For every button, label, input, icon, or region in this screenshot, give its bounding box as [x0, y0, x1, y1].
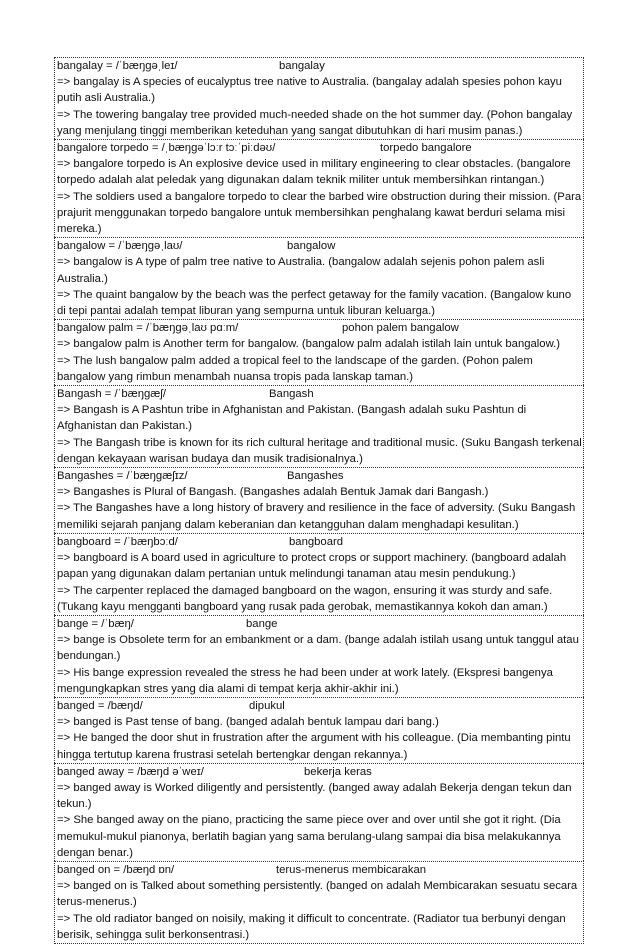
entry-header: [57, 238, 582, 254]
word-definition: => bangalow is A type of palm tree native to Australia. (bangalow adalah sejenis pohon palem asli Australia.): [57, 256, 545, 285]
word-translation: dipukul: [249, 699, 285, 712]
word-translation: bekerja keras: [304, 765, 372, 778]
entry-header: [57, 764, 582, 780]
word-definition: => Bangashes is Plural of Bangash. (Bangashes adalah Bentuk Jamak dari Bangash.): [57, 486, 489, 499]
word-definition: => banged on is Talked about something persistently. (banged on adalah Membicarakan sesuatu secara terus-menerus.): [57, 880, 578, 909]
entry: [54, 763, 584, 861]
word-example: => The quaint bangalow by the beach was the perfect getaway for the family vacation. (Bangalow kuno di tepi pantai adalah tempat liburan yang sempurna untuk liburan keluarga.): [57, 288, 572, 318]
entry: [54, 697, 584, 763]
word-pronunciation: bangalow palm = /ˈbæŋɡəˌlaʊ pɑːm/: [57, 322, 239, 335]
word-translation: bange: [246, 617, 278, 630]
word-pronunciation: bangalay = /ˈbæŋɡəˌleɪ/: [57, 60, 178, 72]
word-example: => The towering bangalay tree provided much-needed shade on the hot summer day. (Pohon bangalay yang menjulang tinggi memberikan keteduhan yang sangat dibutuhkan di hari musim panas.): [57, 108, 573, 137]
word-example: => The lush bangalow palm added a tropical feel to the landscape of the garden. (Pohon palem bangalow yang rimbun menambah nuansa tropis pada lanskap taman.): [57, 354, 533, 383]
entry: [54, 237, 584, 319]
entry-header: [57, 698, 582, 714]
entry: [54, 533, 584, 615]
word-definition: => bangalow palm is Another term for bangalow. (bangalow palm adalah istilah lain untuk bangalow.): [57, 338, 561, 351]
word-translation: terus-menerus membicarakan: [276, 863, 427, 876]
entry: [54, 467, 584, 533]
word-translation: Bangash: [269, 388, 314, 401]
word-example: => The soldiers used a bangalore torpedo to clear the barbed wire obstruction during their mission. (Para prajurit menggunakan torpedo bangalore untuk membersihkan penghalang kawat berduri selama misi mereka.): [57, 190, 582, 236]
word-pronunciation: bangalore torpedo = /ˌbæŋɡəˈlɔːr tɔːˈpiːdəʊ/: [57, 142, 276, 155]
word-translation: bangalay: [279, 60, 325, 72]
word-example: => His bange expression revealed the stress he had been under at work lately. (Ekspresi bangenya mengungkapkan stres yang dia alami di tempat kerja akhir-akhir ini.): [57, 666, 553, 695]
entry-header: [57, 386, 582, 402]
word-pronunciation: banged away = /bæŋd əˈweɪ/: [57, 765, 204, 778]
word-definition: => banged away is Worked diligently and persistently. (banged away adalah Bekerja dengan tekun dan tekun.): [57, 781, 572, 811]
word-definition: => bangalore torpedo is An explosive device used in military engineering to clear obstacles. (bangalore torpedo adalah alat peledak yang digunakan dalam teknik militer untuk membersihkan rintangan.): [57, 158, 571, 187]
word-definition: => Bangash is A Pashtun tribe in Afghanistan and Pakistan. (Bangash adalah suku Pashtun di Afghanistan dan Pakistan.): [57, 404, 527, 433]
entry-header: [57, 320, 582, 336]
entry: [54, 139, 584, 237]
word-example: => The carpenter replaced the damaged bangboard on the wagon, ensuring it was sturdy and safe. (Tukang kayu mengganti bangboard yang rusak pada gerobak, memastikannya kokoh dan aman.): [57, 584, 553, 613]
word-example: => She banged away on the piano, practicing the same piece over and over until she got it right. (Dia memukul-mukul pianonya, berlatih bagian yang sama berulang-ulang sampai dia bisa melakukannya dengan benar.): [57, 814, 561, 859]
entry: [54, 57, 584, 139]
dictionary-page: [54, 57, 584, 944]
word-pronunciation: bangboard = /ˈbæŋbɔːd/: [57, 535, 178, 548]
entry-header: [57, 534, 582, 550]
word-example: => He banged the door shut in frustration after the argument with his colleague. (Dia membanting pintu hingga tertutup karena frustrasi setelah bertengkar dengan rekannya.): [57, 732, 571, 761]
word-pronunciation: banged on = /bæŋd ɒn/: [57, 863, 175, 876]
word-pronunciation: banged = /bæŋd/: [57, 699, 143, 712]
word-translation: pohon palem bangalow: [342, 322, 459, 335]
word-translation: bangalow: [287, 240, 336, 253]
entry-header: [57, 468, 582, 484]
word-pronunciation: bangalow = /ˈbæŋɡəˌlaʊ/: [57, 240, 183, 253]
word-translation: Bangashes: [287, 470, 344, 483]
word-example: => The Bangashes have a long history of bravery and resilience in the face of adversity. (Suku Bangash memiliki sejarah panjang dalam keberanian dan ketangguhan dalam menghadapi kesulitan.): [57, 502, 576, 531]
entry: [54, 861, 584, 944]
word-translation: bangboard: [289, 535, 344, 548]
word-example: => The Bangash tribe is known for its rich cultural heritage and traditional music. (Suku Bangash terkenal dengan kekayaan warisan budaya dan musik tradisionalnya.): [57, 436, 582, 465]
entry-header: [57, 140, 582, 156]
word-translation: torpedo bangalore: [380, 142, 472, 155]
entry-header: [57, 616, 582, 632]
word-definition: => banged is Past tense of bang. (banged adalah bentuk lampau dari bang.): [57, 716, 439, 729]
word-definition: => bangboard is A board used in agriculture to protect crops or support machinery. (bangboard adalah papan yang digunakan dalam pertanian untuk melindungi tanaman atau mesin pendukung.): [57, 552, 567, 581]
entry-header: [57, 862, 582, 878]
word-pronunciation: bange = /ˈbæŋ/: [57, 617, 134, 630]
entry-header: [57, 58, 582, 74]
word-definition: => bangalay is A species of eucalyptus tree native to Australia. (bangalay adalah spesies pohon kayu putih asli Australia.): [57, 76, 562, 105]
entry: [54, 385, 584, 467]
word-pronunciation: Bangashes = /ˈbæŋɡæʃɪz/: [57, 470, 188, 483]
word-pronunciation: Bangash = /ˈbæŋɡæʃ/: [57, 388, 166, 401]
word-definition: => bange is Obsolete term for an embankment or a dam. (bange adalah istilah usang untuk tanggul atau bendungan.): [57, 634, 579, 663]
entry: [54, 319, 584, 385]
entry: [54, 615, 584, 697]
word-example: => The old radiator banged on noisily, making it difficult to concentrate. (Radiator tua berbunyi dengan berisik, sehingga sulit berkonsentrasi.): [57, 912, 566, 941]
